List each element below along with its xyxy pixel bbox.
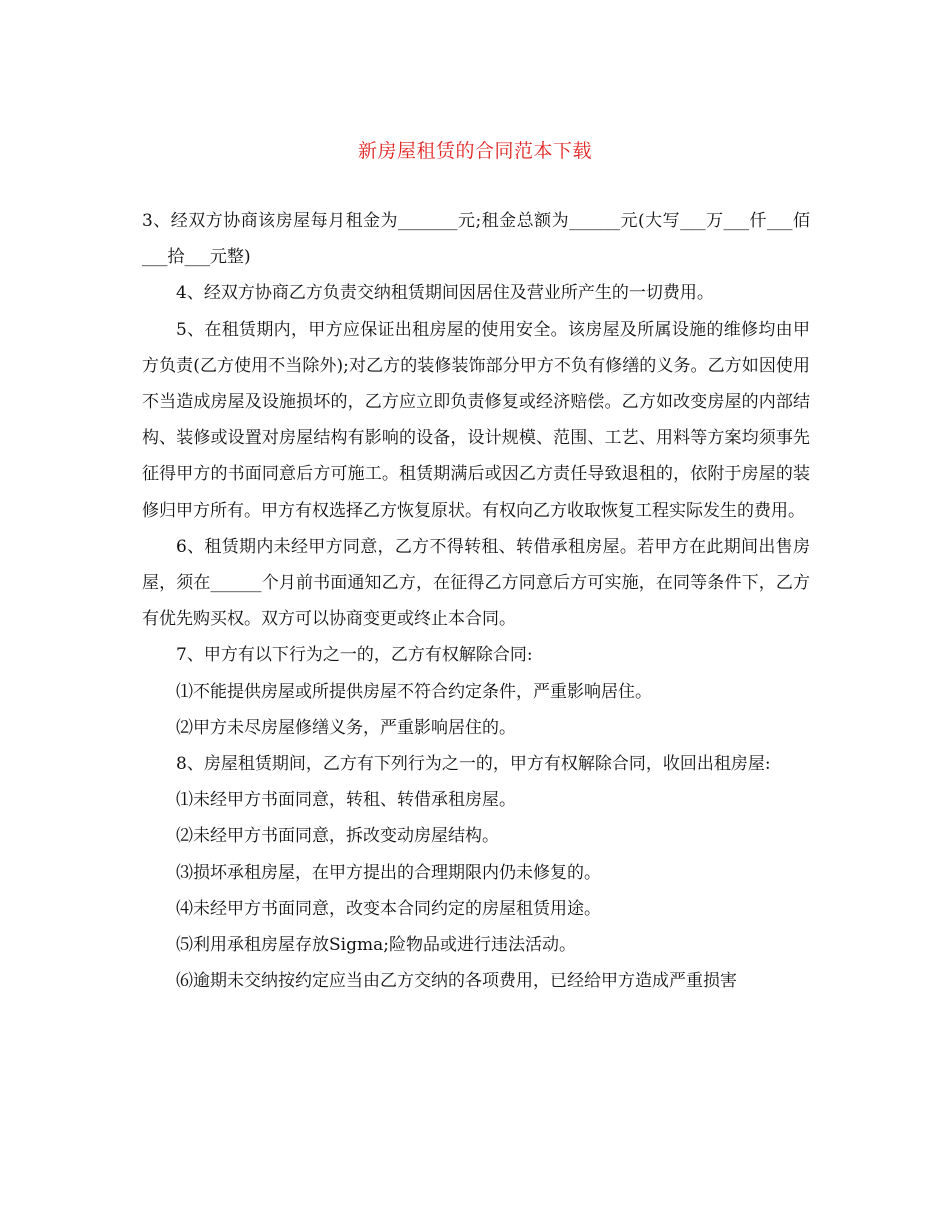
clause-8-item-5: ⑸利用承租房屋存放Sigma;险物品或进行违法活动。 [176, 935, 576, 956]
clause-7-tenant-termination: 7、甲方有以下行为之一的，乙方有权解除合同: [176, 645, 533, 666]
clause-4-fees: 4、经双方协商乙方负责交纳租赁期间因居住及营业所产生的一切费用。 [176, 283, 714, 304]
document-body [142, 203, 810, 999]
clause-7-item-1: ⑴不能提供房屋或所提供房屋不符合约定条件，严重影响居住。 [176, 681, 652, 702]
clause-8-item-3: ⑶损坏承租房屋，在甲方提出的合理期限内仍未修复的。 [176, 862, 601, 883]
clause-5-maintenance: 5、在租赁期内，甲方应保证出租房屋的使用安全。该房屋及所属设施的维修均由甲方负责(乙方使用不当除外);对乙方的装修装饰部分甲方不负有修缮的义务。乙方如因使用不当造成房屋及设施损坏的，乙方应立即负责修复或经济赔偿。乙方如改变房屋的内部结构、装修或设置对房屋结构有影响的设备，设计规模、范围、工艺、用料等方案均须事先征得甲方的书面同意后方可施工。租赁期满后或因乙方责任导致退租的，依附于房屋的装修归甲方所有。甲方有权选择乙方恢复原状。有权向乙方收取恢复工程实际发生的费用。 [142, 319, 810, 521]
clause-8-item-2: ⑵未经甲方书面同意，拆改变动房屋结构。 [176, 826, 499, 847]
clause-7-item-2: ⑵甲方未尽房屋修缮义务，严重影响居住的。 [176, 717, 516, 738]
clause-3-rent: 3、经双方协商该房屋每月租金为_______元;租金总额为______元(大写___万___仟___佰___拾___元整) [142, 211, 810, 268]
clause-8-item-6: ⑹逾期未交纳按约定应当由乙方交纳的各项费用，已经给甲方造成严重损害 [176, 971, 737, 992]
document-title: 新房屋租赁的合同范本下载 [357, 140, 592, 162]
clause-8-item-1: ⑴未经甲方书面同意，转租、转借承租房屋。 [176, 790, 516, 811]
clause-6-sublease: 6、租赁期内未经甲方同意，乙方不得转租、转借承租房屋。若甲方在此期间出售房屋，须在______个月前书面通知乙方，在征得乙方同意后方可实施，在同等条件下，乙方有优先购买权。双方可以协商变更或终止本合同。 [142, 536, 810, 630]
clause-8-item-4: ⑷未经甲方书面同意，改变本合同约定的房屋租赁用途。 [176, 898, 601, 919]
clause-8-landlord-termination: 8、房屋租赁期间，乙方有下列行为之一的，甲方有权解除合同，收回出租房屋: [176, 754, 771, 775]
